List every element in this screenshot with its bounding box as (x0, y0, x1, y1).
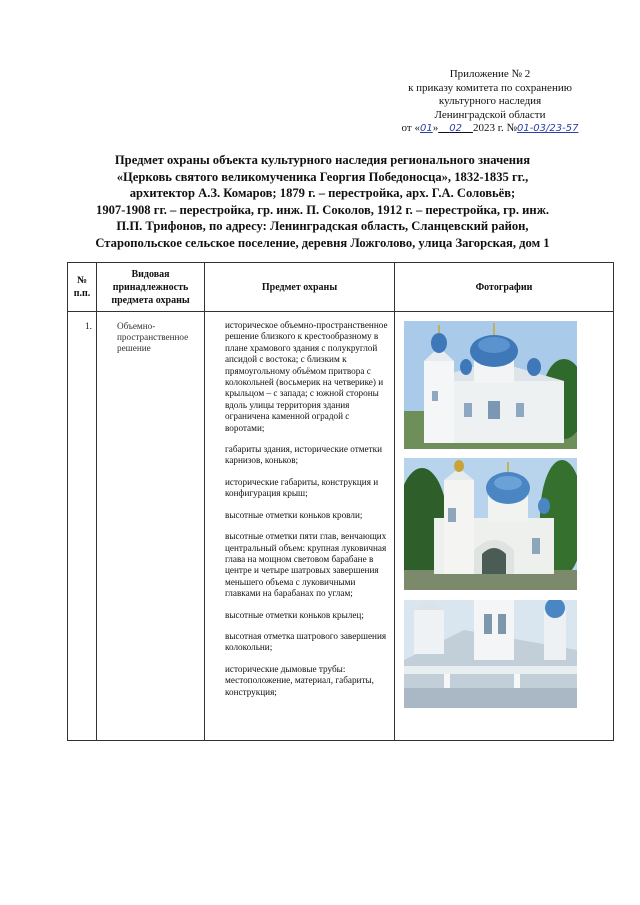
protection-table (67, 262, 614, 741)
subject-item: историческое объемно-пространственное решение близкого к крестообразному в плане храмового здания с полукруглой апсидой с востока; с близким к прямоугольному объёмом притвора с колокольней (восьмерик на четверике) и крыльцом – с запада; с южной стороны вдоль улицы территория здания ограничена каменной оградой с воротами; (225, 320, 388, 433)
header-type: Видовая принадлежность предмета охраны (97, 263, 205, 312)
date-mid: » (432, 122, 439, 134)
title-line-2: «Церковь святого великомученика Георгия Победоносца», 1832-1835 гг., (116, 169, 529, 184)
title-line-4: 1907-1908 гг. – перестройка, гр. инж. П. Соколов, 1912 г. – перестройка, гр. инж. (96, 202, 549, 217)
title-line-5: П.П. Трифонов, по адресу: Ленинградская область, Сланцевский район, (116, 219, 529, 234)
title-line-3: архитектор А.З. Комаров; 1879 г. – перестройка, арх. Г.А. Соловьёв; (129, 186, 516, 201)
appendix-line-4: Ленинградской области (434, 108, 546, 121)
subject-item: исторические габариты, конструкция и конфигурация крыш; (225, 476, 379, 499)
church-photo-2 (404, 458, 577, 590)
row-type: Объемно-пространственное решение (97, 312, 205, 741)
subject-item: высотные отметки пяти глав, венчающих центральный объем: крупная луковичная глава на мощном световом барабане в центре и четыре шатровых завершения меньшего объема с луковичными главками на барабанах по углам; (225, 531, 387, 599)
table-row (68, 312, 614, 741)
subject-item: исторические дымовые трубы: местоположение, материал, габариты, конструкция; (225, 663, 374, 697)
header-subject: Предмет охраны (205, 263, 395, 312)
date-year: 2023 г. № (472, 122, 517, 134)
title-line-6: Старопольское сельское поселение, деревня Ложголово, улица Загорская, дом 1 (95, 235, 550, 250)
document-title (40, 152, 605, 252)
row-photos (395, 312, 614, 741)
row-num: 1. (68, 312, 97, 741)
header-photos: Фотографии (395, 263, 614, 312)
header-num: № п.п. (68, 263, 97, 312)
church-photo-1 (404, 321, 577, 449)
subject-item: высотные отметки коньков крылец; (225, 609, 364, 620)
appendix-date-line (370, 122, 610, 136)
date-prefix: от « (401, 122, 420, 134)
date-day: 01 (419, 123, 433, 134)
appendix-line-1: Приложение № 2 (449, 68, 531, 80)
table-header-row (68, 263, 614, 312)
appendix-line-3: культурного наследия (438, 95, 542, 107)
subject-item: высотные отметки коньков кровли; (225, 509, 363, 520)
appendix-block (370, 68, 610, 136)
row-subject (205, 312, 395, 741)
date-month: 02 (449, 123, 462, 134)
appendix-line-2: к приказу комитета по сохранению (408, 81, 572, 94)
title-line-1: Предмет охраны объекта культурного наследия регионального значения (114, 153, 531, 167)
order-number: 01-03/23-57 (516, 123, 579, 134)
subject-item: высотная отметка шатрового завершения колокольни; (225, 630, 387, 653)
date-month-blank (438, 122, 473, 134)
subject-item: габариты здания, исторические отметки карнизов, коньков; (225, 444, 382, 466)
church-photo-3 (404, 600, 577, 708)
